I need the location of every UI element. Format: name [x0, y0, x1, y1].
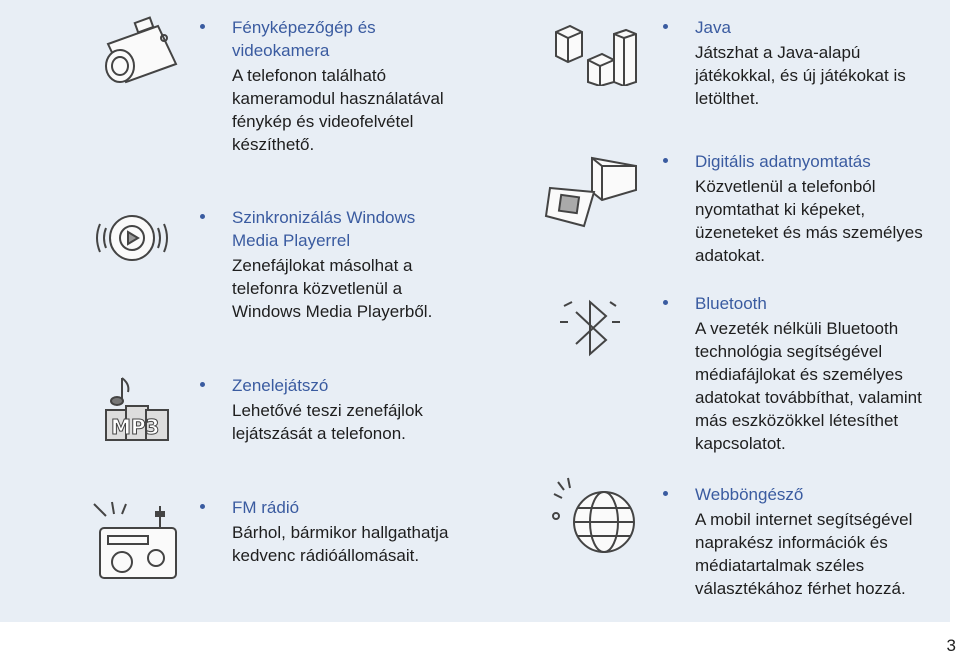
feature-description: Bárhol, bármikor hallgathatja kedvenc rádióállomásait. — [232, 523, 449, 565]
feature-description: A mobil internet segítségével naprakész információk és médiatartalmak széles választékához férhet hozzá. — [695, 510, 913, 598]
feature-bluetooth — [663, 292, 953, 462]
bullet — [200, 504, 205, 509]
feature-title: Zenelejátszó — [232, 376, 329, 395]
bullet — [200, 24, 205, 29]
media-sync-icon — [92, 200, 176, 276]
printer-icon — [544, 152, 644, 232]
bullet — [663, 491, 668, 496]
feature-title: Java — [695, 18, 731, 37]
mp3-icon — [100, 374, 176, 446]
camera-icon — [88, 14, 184, 94]
feature-title: FM rádió — [232, 498, 300, 517]
feature-title: Bluetooth — [695, 294, 767, 313]
bullet — [200, 382, 205, 387]
feature-title: Szinkronizálás Windows Media Playerrel — [232, 208, 416, 250]
bullet — [663, 158, 668, 163]
bullet — [200, 214, 205, 219]
bullet — [663, 24, 668, 29]
feature-digital-print — [663, 150, 953, 270]
feature-fm-radio — [200, 496, 500, 576]
bluetooth-icon — [556, 292, 626, 364]
feature-description: Lehetővé teszi zenefájlok lejátszását a telefonon. — [232, 401, 423, 443]
feature-music-player — [200, 374, 480, 454]
svg-text:MP3: MP3 — [111, 415, 160, 439]
feature-title: Fényképezőgép és videokamera — [232, 18, 376, 60]
feature-description: A telefonon található kameramodul használatával fénykép és videofelvétel készíthető. — [232, 66, 444, 154]
page-number: 3 — [946, 636, 956, 655]
feature-media-sync — [200, 206, 480, 326]
feature-description: Zenefájlokat másolhat a telefonra közvetlenül a Windows Media Playerből. — [232, 256, 433, 321]
feature-description: Játszhat a Java-alapú játékokkal, és új játékokat is letölthet. — [695, 43, 906, 108]
feature-title: Digitális adatnyomtatás — [695, 152, 871, 171]
feature-title: Webböngésző — [695, 485, 804, 504]
java-blocks-icon — [552, 22, 640, 86]
feature-camera — [200, 16, 480, 166]
globe-icon — [548, 474, 648, 564]
feature-description: Közvetlenül a telefonból nyomtathat ki képeket, üzeneteket és más személyes adatokat. — [695, 177, 923, 265]
radio-icon — [90, 500, 186, 586]
bullet — [663, 300, 668, 305]
feature-web-browser — [663, 483, 953, 603]
feature-description: A vezeték nélküli Bluetooth technológia segítségével médiafájlokat és személyes adatokat továbbíthat, valamint más eszközökkel létesíthet kapcsolatot. — [695, 319, 922, 453]
feature-java — [663, 16, 953, 116]
